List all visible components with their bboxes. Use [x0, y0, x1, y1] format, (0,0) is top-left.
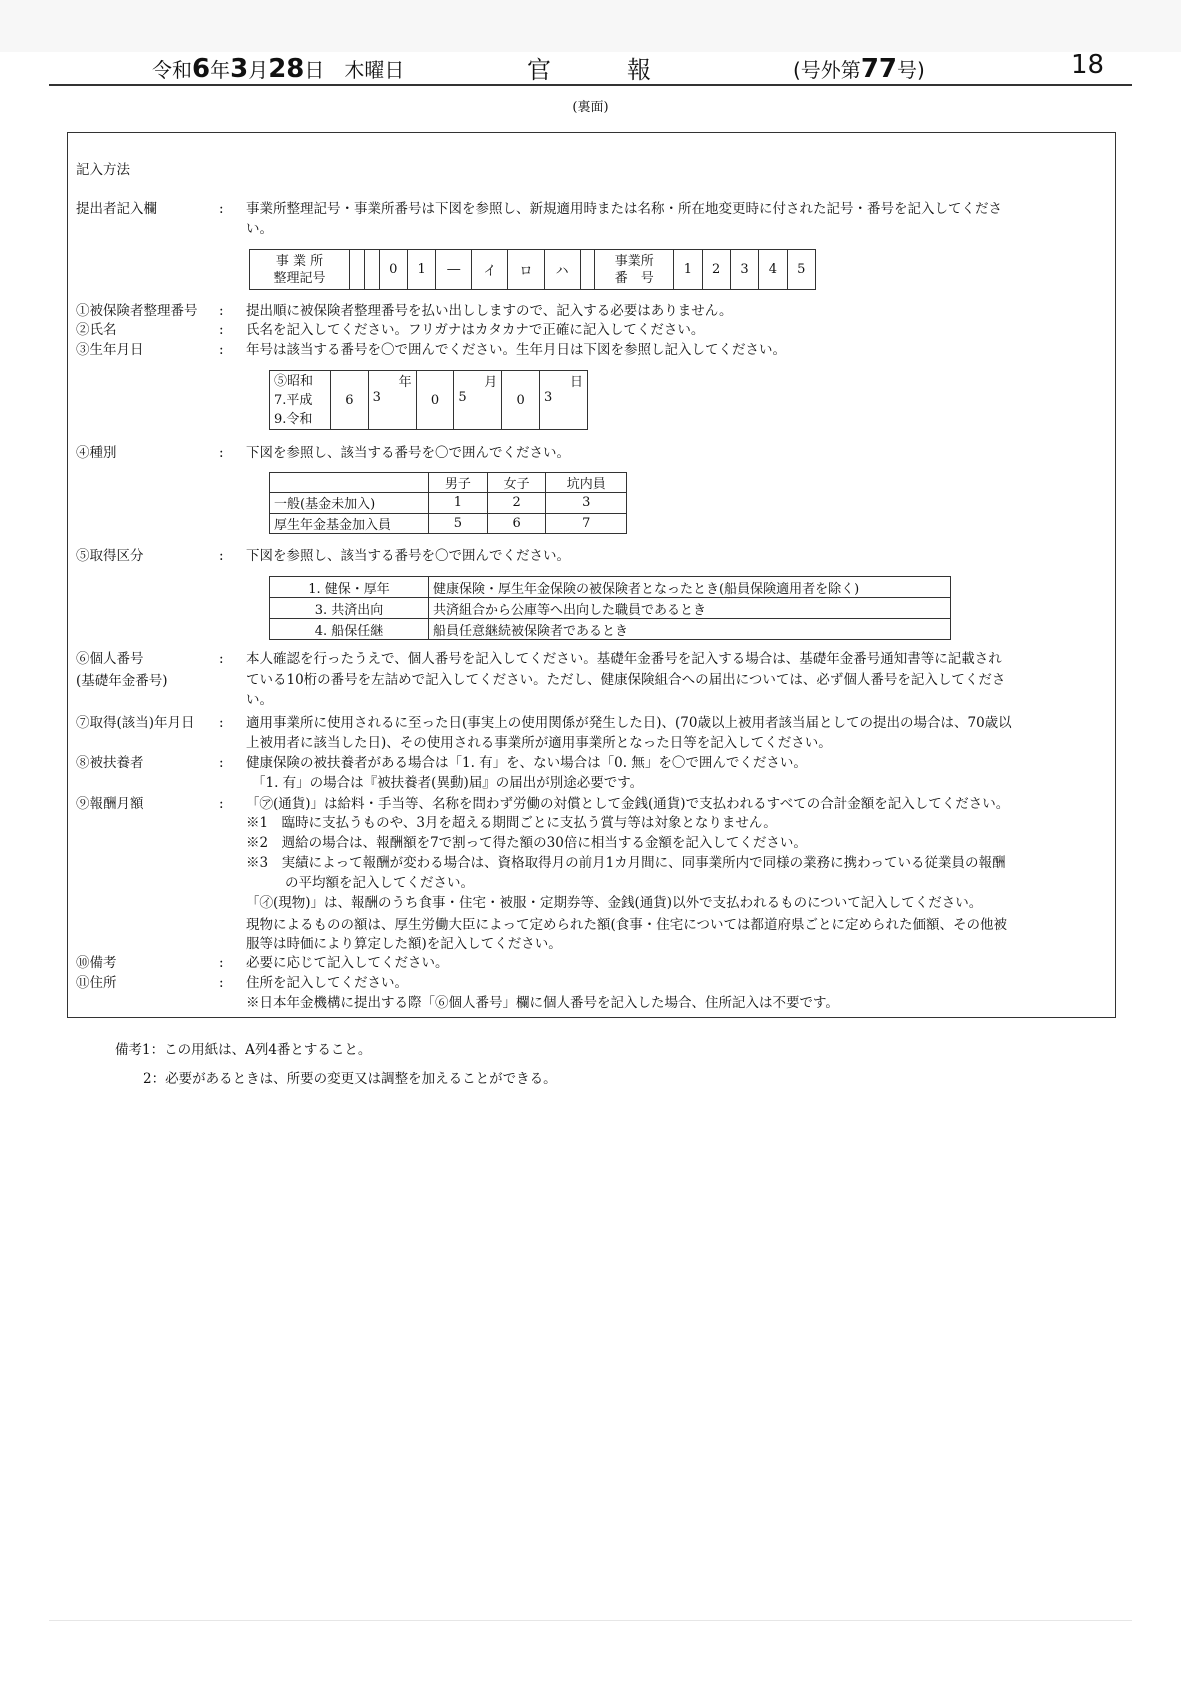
- colon: :: [219, 322, 224, 338]
- issue-suffix: 号): [897, 58, 925, 82]
- h1a: 事 業 所: [275, 253, 324, 269]
- month: 3: [230, 54, 249, 84]
- office-code-header: [250, 250, 350, 290]
- cell: 7: [546, 513, 627, 533]
- label-7: ⑦取得(該当)年月日: [76, 715, 195, 731]
- label-3: ③生年月日: [76, 342, 144, 358]
- digit: 0: [502, 371, 540, 430]
- month-suffix: 月: [248, 58, 269, 82]
- era: 令和: [152, 58, 192, 82]
- cell: ハ: [544, 250, 580, 290]
- h2a: 事業所: [614, 253, 654, 269]
- label-10: ⑩備考: [76, 955, 117, 971]
- digit: 5: [458, 390, 467, 405]
- cell: イ: [472, 250, 508, 290]
- label-5: ⑤取得区分: [76, 548, 144, 564]
- th: 坑内員: [546, 473, 627, 493]
- colon: :: [219, 651, 224, 667]
- cell: [364, 250, 379, 290]
- label-9: ⑨報酬月額: [76, 796, 144, 812]
- label-6: ⑥個人番号: [76, 651, 144, 667]
- title-char-2: 報: [627, 56, 651, 84]
- colon: :: [219, 755, 224, 771]
- desc: 健康保険・厚生年金保険の被保険者となったとき(船員保険適用者を除く): [429, 577, 951, 598]
- note-9-2: ※2 週給の場合は、報酬額を7で割って得た額の30倍に相当する金額を記入してください。: [246, 835, 807, 851]
- top-band: [0, 0, 1181, 52]
- code: 3. 共済出向: [270, 598, 429, 619]
- colon: :: [219, 955, 224, 971]
- text-3: 年号は該当する番号を〇で囲んでください。生年月日は下図を参照し記入してください。: [246, 342, 786, 358]
- text-6-2: ている10桁の番号を左詰めで記入してください。ただし、健康保険組合への届出については、必ず個人番号を記入してくださ: [246, 672, 1006, 688]
- issue-prefix: (号外第: [793, 58, 861, 82]
- text-8-1: 健康保険の被扶養者がある場合は「1. 有」を、ない場合は「0. 無」を〇で囲んでください。: [246, 755, 807, 771]
- cell: [350, 250, 365, 290]
- text-10: 必要に応じて記入してください。: [246, 955, 449, 971]
- header-date: [152, 54, 404, 84]
- section-title: 記入方法: [76, 162, 130, 178]
- label-6b: (基礎年金番号): [76, 673, 168, 689]
- era-heisei: 7.平成: [274, 392, 313, 408]
- cell: 2: [487, 493, 546, 513]
- text-6-3: い。: [246, 692, 273, 708]
- code: 1. 健保・厚年: [270, 577, 429, 598]
- text-11-2: ※日本年金機構に提出する際「⑥個人番号」欄に個人番号を記入した場合、住所記入は不要です。: [246, 995, 839, 1011]
- subtitle: (裏面): [572, 100, 609, 115]
- era-options: [270, 371, 331, 430]
- year-suffix: 年: [210, 58, 231, 82]
- unit-day: 日: [569, 375, 583, 390]
- text-submitter-2: い。: [246, 221, 273, 237]
- label-1: ①被保険者整理番号: [76, 303, 198, 319]
- title-char-1: 官: [527, 56, 551, 84]
- cell: 1: [429, 493, 488, 513]
- year-cell: [368, 371, 416, 430]
- office-number-header: [595, 250, 674, 290]
- label-submitter: 提出者記入欄: [76, 201, 157, 217]
- weekday: 木曜日: [344, 58, 405, 82]
- text-8-2: 「1. 有」の場合は『被扶養者(異動)届』の届出が別途必要です。: [252, 775, 644, 791]
- cell: 2: [702, 250, 730, 290]
- colon: :: [219, 715, 224, 731]
- row-label: 一般(基金未加入): [270, 493, 429, 513]
- cell: 0: [379, 250, 407, 290]
- text-2: 氏名を記入してください。フリガナはカタカナで正確に記入してください。: [246, 322, 705, 338]
- cell: 3: [730, 250, 758, 290]
- th: 女子: [487, 473, 546, 493]
- text-7-1: 適用事業所に使用されるに至った日(事実上の使用関係が発生した日)、(70歳以上被用者該当届としての提出の場合は、70歳以: [246, 715, 1012, 731]
- cell: 5: [429, 513, 488, 533]
- h1b: 整理記号: [273, 270, 326, 286]
- colon: :: [219, 201, 224, 217]
- text-9-3: 現物によるものの額は、厚生労働大臣によって定められた額(食事・住宅については都道府県ごとに定められた価額、その他被: [246, 917, 1007, 933]
- cell: 1: [674, 250, 702, 290]
- cell: ―: [436, 250, 472, 290]
- text-5: 下図を参照し、該当する番号を〇で囲んでください。: [246, 548, 570, 564]
- issue-no: 77: [860, 54, 897, 84]
- text-9-4: 服等は時価により算定した額)を記入してください。: [246, 936, 562, 952]
- text-9-2: 「㋑(現物)」は、報酬のうち食事・住宅・被服・定期券等、金銭(通貨)以外で支払われるものについて記入してください。: [246, 895, 983, 911]
- remark-2: 2：必要があるときは、所要の変更又は調整を加えることができる。: [143, 1071, 557, 1087]
- birthdate-table: [269, 370, 588, 430]
- cell: [580, 250, 595, 290]
- h2b: 番 号: [614, 270, 654, 286]
- colon: :: [219, 303, 224, 319]
- th: [270, 473, 429, 493]
- cell: ロ: [508, 250, 544, 290]
- colon: :: [219, 975, 224, 991]
- text-submitter-1: 事業所整理記号・事業所番号は下図を参照し、新規適用時または名称・所在地変更時に付された記号・番号を記入してくださ: [246, 201, 1002, 217]
- unit-year: 年: [398, 375, 412, 390]
- digit: 3: [543, 390, 553, 405]
- text-7-2: 上被用者に該当した日)、その使用される事業所が適用事業所となった日等を記入してください。: [246, 735, 832, 751]
- acquisition-table: [269, 576, 951, 640]
- text-9-1: 「㋐(通貨)」は給料・手当等、名称を問わず労働の対償として金銭(通貨)で支払われるすべての合計金額を記入してください。: [246, 796, 1010, 812]
- text-4: 下図を参照し、該当する番号を〇で囲んでください。: [246, 445, 570, 461]
- digit: 3: [372, 390, 381, 405]
- text-11-1: 住所を記入してください。: [246, 975, 408, 991]
- colon: :: [219, 796, 224, 812]
- cell: 3: [546, 493, 627, 513]
- day-cell: [539, 371, 587, 430]
- th: 男子: [429, 473, 488, 493]
- day: 28: [268, 54, 305, 84]
- type-table: [269, 472, 627, 534]
- label-4: ④種別: [76, 445, 117, 461]
- note-9-1: ※1 臨時に支払うものや、3月を超える期間ごとに支払う賞与等は対象となりません。: [246, 815, 777, 831]
- era-reiwa: 9.令和: [274, 411, 313, 427]
- desc: 共済組合から公庫等へ出向した職員であるとき: [429, 598, 951, 619]
- page-number: 18: [1071, 50, 1105, 80]
- digit: 0: [416, 371, 454, 430]
- text-6-1: 本人確認を行ったうえで、個人番号を記入してください。基礎年金番号を記入する場合は、基礎年金番号通知書等に記載され: [246, 651, 1002, 667]
- colon: :: [219, 342, 224, 358]
- month-cell: [454, 371, 502, 430]
- unit-month: 月: [484, 375, 498, 390]
- desc: 船員任意継続被保険者であるとき: [429, 619, 951, 640]
- label-2: ②氏名: [76, 322, 117, 338]
- page-bottom-edge: [49, 1620, 1132, 1621]
- office-code-table: [249, 249, 816, 290]
- era-showa: ⑤昭和: [274, 373, 314, 389]
- cell: 5: [787, 250, 815, 290]
- row-label: 厚生年金基金加入員: [270, 513, 429, 533]
- era-year: 6: [192, 54, 211, 84]
- note-9-3a: ※3 実績によって報酬が変わる場合は、資格取得月の前月1カ月間に、同事業所内で同様の業務に携わっている従業員の報酬: [246, 855, 1006, 871]
- label-11: ⑪住所: [76, 975, 117, 991]
- remark-1: 備考1：この用紙は、A列4番とすること。: [115, 1042, 372, 1058]
- text-1: 提出順に被保険者整理番号を払い出ししますので、記入する必要はありません。: [246, 303, 733, 319]
- note-9-3b: の平均額を記入してください。: [285, 875, 474, 891]
- colon: :: [219, 548, 224, 564]
- label-8: ⑧被扶養者: [76, 755, 144, 771]
- code: 4. 船保任継: [270, 619, 429, 640]
- cell: 4: [759, 250, 787, 290]
- gazette-header: [49, 52, 1132, 86]
- cell: 1: [407, 250, 435, 290]
- digit: 6: [331, 371, 369, 430]
- colon: :: [219, 445, 224, 461]
- issue-number: [793, 54, 925, 84]
- day-suffix: 日: [304, 58, 325, 82]
- cell: 6: [487, 513, 546, 533]
